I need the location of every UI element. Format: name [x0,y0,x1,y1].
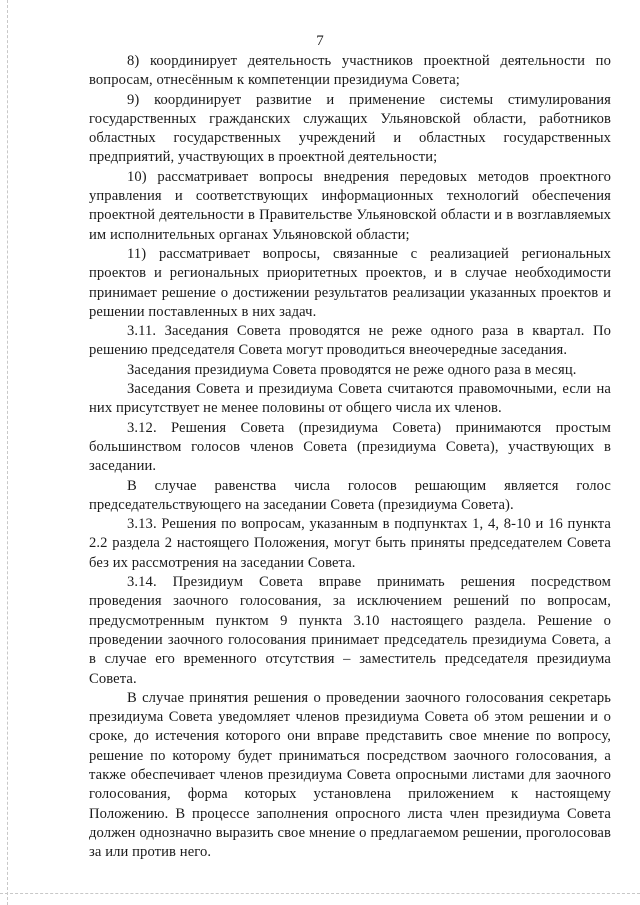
paragraph-presidium-meetings: Заседания президиума Совета проводятся не реже одного раза в месяц. [127,361,577,378]
paragraph-item-9: 9) координирует развитие и применение системы стимулирования государственных гражданских служащих Ульяновской области, работников областных государственных учреждений и областных государственных предприятий, участвующих в проектной деятельности; [89,91,611,166]
paragraph-3-14-absentee-voting: 3.14. Президиум Совета вправе принимать решения посредством проведения заочного голосования, за исключением решений по вопросам, предусмотренным пунктом 9 пункта 3.10 настоящего раздела. Решение о проведении заочного голосования принимает председатель президиума Совета, а в случае его временного отсутствия – заместитель председателя президиума Совета. [89,574,611,687]
scan-edge-bottom [0,893,640,894]
document-body [89,52,611,862]
paragraph-item-11: 11) рассматривает вопросы, связанные с реализацией региональных проектов и региональных приоритетных проектов, и в случае необходимости принимает решение о достижении результатов реализации указанных проектов и решении поставленных в них задач. [89,245,611,320]
paragraph-item-8: 8) координирует деятельность участников проектной деятельности по вопросам, отнесённым к компетенции президиума Совета; [89,53,611,89]
paragraph-absentee-procedure: В случае принятия решения о проведении заочного голосования секретарь президиума Совета уведомляет членов президиума Совета об этом решении и о сроке, до истечения которого они вправе представить свое мнение по вопросу, решение по которому будет приниматься посредством заочного голосования, а также обеспечивает членов президиума Совета опросными листами для заочного голосования, форма которых установлена приложением к настоящему Положению. В процессе заполнения опросного листа член президиума Совета должен однозначно выразить свое мнение о предлагаемом решении, проголосовав за или против него. [89,689,611,861]
paragraph-3-13-chair-decisions: 3.13. Решения по вопросам, указанным в подпунктах 1, 4, 8-10 и 16 пункта 2.2 раздела 2 настоящего Положения, могут быть приняты председателем Совета без их рассмотрения на заседании Совета. [89,516,611,571]
paragraph-tie-vote: В случае равенства числа голосов решающим является голос председательствующего на заседании Совета (президиума Совета). [89,477,611,513]
page-number: 7 [316,33,324,49]
paragraph-3-12-decisions: 3.12. Решения Совета (президиума Совета) принимаются простым большинством голосов членов Совета (президиума Совета), участвующих в заседании. [89,419,611,475]
scan-edge-left [7,0,8,905]
paragraph-item-10: 10) рассматривает вопросы внедрения передовых методов проектного управления и соответствующих информационных технологий обеспечения проектной деятельности в Правительстве Ульяновской области и в возглавляемых им исполнительных органах Ульяновской области; [89,168,611,243]
paragraph-quorum: Заседания Совета и президиума Совета считаются правомочными, если на них присутствует не менее половины от общего числа их членов. [89,381,611,417]
paragraph-3-11-council-meetings: 3.11. Заседания Совета проводятся не реже одного раза в квартал. По решению председателя Совета могут проводиться внеочередные заседания. [89,323,611,359]
